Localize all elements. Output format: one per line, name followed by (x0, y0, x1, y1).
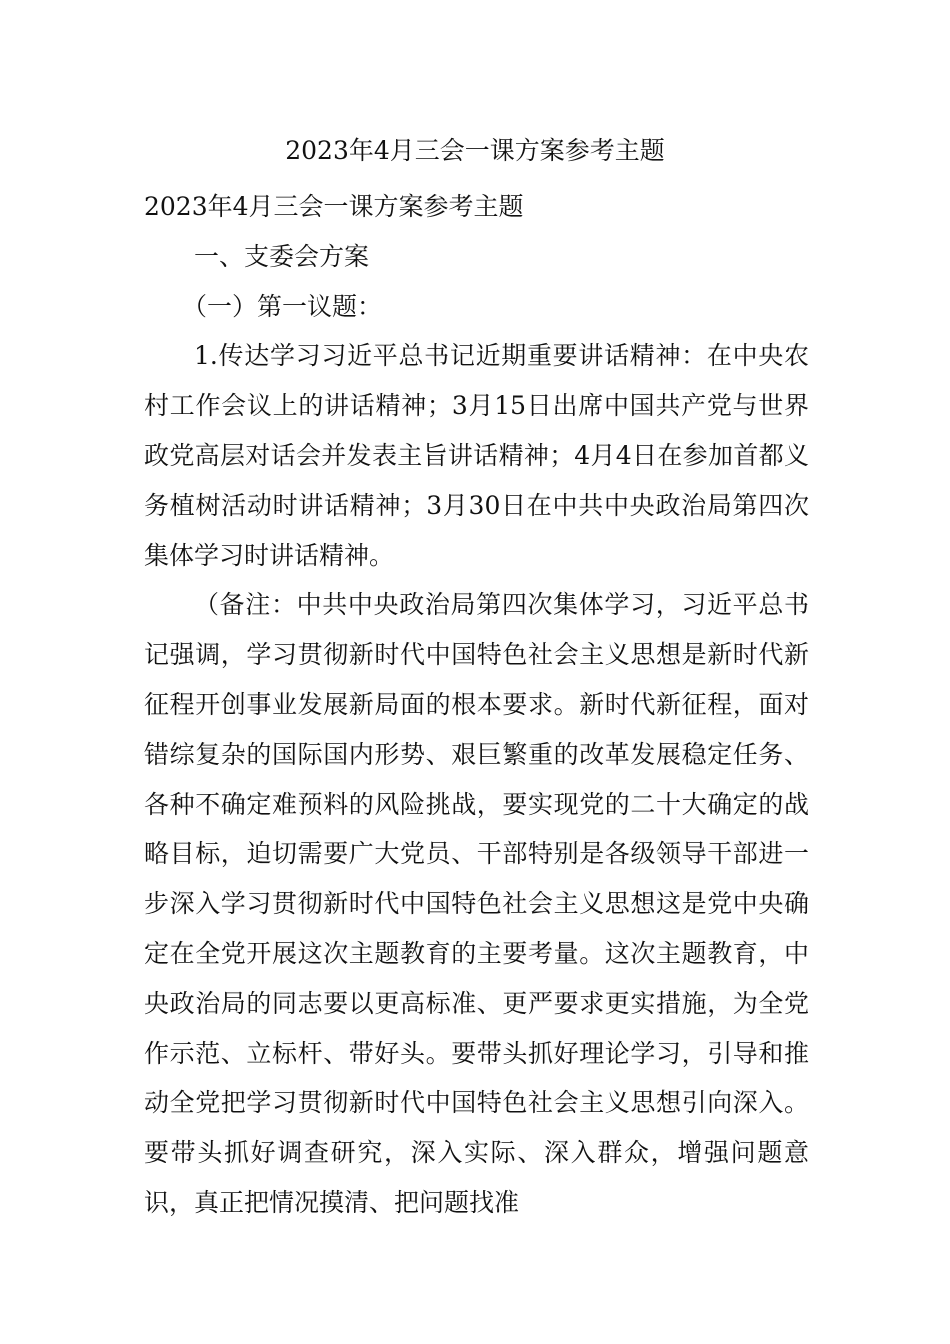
document-body (144, 182, 809, 1228)
document-subtitle: 2023年4月三会一课方案参考主题 (144, 192, 524, 221)
subsection-heading: （一）第一议题： (182, 291, 383, 321)
item-paragraph: 1.传达学习习近平总书记近期重要讲话精神：在中央农村工作会议上的讲话精神；3月15日出席中国共产党与世界政党高层对话会并发表主旨讲话精神；4月4日在参加首都义务植树活动时讲话精神；3月30日在中共中央政治局第四次集体学习时讲话精神。 (144, 341, 809, 570)
section-heading: 一、支委会方案 (194, 241, 370, 271)
note-paragraph: （备注：中共中央政治局第四次集体学习，习近平总书记强调，学习贯彻新时代中国特色社会主义思想是新时代新征程开创事业发展新局面的根本要求。新时代新征程，面对错综复杂的国际国内形势、艰巨繁重的改革发展稳定任务、各种不确定难预料的风险挑战，要实现党的二十大确定的战略目标，迫切需要广大党员、干部特别是各级领导干部进一步深入学习贯彻新时代中国特色社会主义思想这是党中央确定在全党开展这次主题教育的主要考量。这次主题教育，中央政治局的同志要以更高标准、更严要求更实措施，为全党作示范、立标杆、带好头。要带头抓好理论学习，引导和推动全党把学习贯彻新时代中国特色社会主义思想引向深入。要带头抓好调查研究，深入实际、深入群众，增强问题意识，真正把情况摸清、把问题找准 (144, 590, 809, 1217)
document-title: 2023年4月三会一课方案参考主题 (285, 136, 665, 165)
